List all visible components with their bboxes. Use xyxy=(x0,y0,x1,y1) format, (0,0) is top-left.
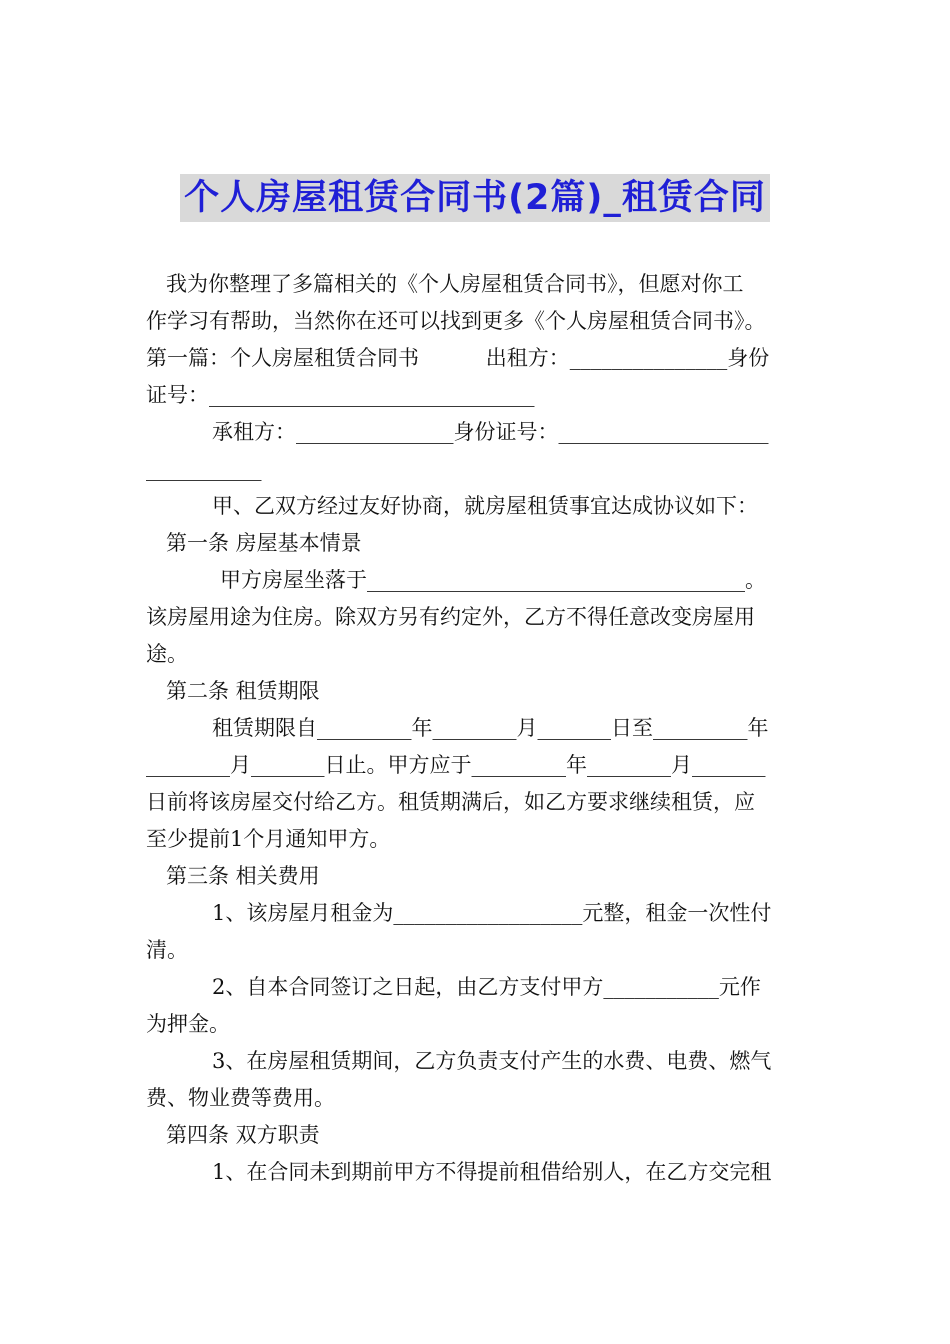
text-line: 3、在房屋租赁期间，乙方负责支付产生的水费、电费、燃气 xyxy=(212,1049,772,1073)
text-line: 清。 xyxy=(146,938,188,962)
text-line: 作学习有帮助，当然你在还可以找到更多《个人房屋租赁合同书》。 xyxy=(146,309,766,333)
section-heading: 第三条 相关费用 xyxy=(166,864,320,888)
text-line: 甲方房屋坐落于____________________________________。 xyxy=(220,568,766,592)
title-wrapper xyxy=(0,174,950,222)
text-line: 我为你整理了多篇相关的《个人房屋租赁合同书》，但愿对你工 xyxy=(166,272,744,296)
document-body xyxy=(146,266,810,1191)
text-line: 为押金。 xyxy=(146,1012,230,1036)
text-line: 承租方：_______________身份证号：____________________ xyxy=(212,420,769,444)
section-heading: 第二条 租赁期限 xyxy=(166,679,320,703)
text-line: 第一篇：个人房屋租赁合同书 出租方：_______________身份 xyxy=(146,346,770,370)
text-line: 证号：_______________________________ xyxy=(146,383,535,407)
text-line: ___________ xyxy=(146,457,262,481)
document-title: 个人房屋租赁合同书(2篇)_租赁合同 xyxy=(180,174,770,222)
text-line: 1、该房屋月租金为__________________元整，租金一次性付 xyxy=(212,901,772,925)
text-line: 途。 xyxy=(146,642,188,666)
text-line: 日前将该房屋交付给乙方。租赁期满后，如乙方要求继续租赁，应 xyxy=(146,790,755,814)
text-line: 至少提前1个月通知甲方。 xyxy=(146,827,391,851)
text-line: 甲、乙双方经过友好协商，就房屋租赁事宜达成协议如下： xyxy=(212,494,758,518)
text-line: 该房屋用途为住房。除双方另有约定外，乙方不得任意改变房屋用 xyxy=(146,605,755,629)
text-line: 租赁期限自_________年________月_______日至_________年 xyxy=(212,716,769,740)
section-heading: 第一条 房屋基本情景 xyxy=(166,531,362,555)
text-line: 2、自本合同签订之日起，由乙方支付甲方___________元作 xyxy=(212,975,761,999)
text-line: 1、在合同未到期前甲方不得提前租借给别人，在乙方交完租 xyxy=(212,1160,772,1184)
text-line: 费、物业费等费用。 xyxy=(146,1086,335,1110)
section-heading: 第四条 双方职责 xyxy=(166,1123,320,1147)
text-line: ________月_______日止。甲方应于_________年________月_______ xyxy=(146,753,766,777)
